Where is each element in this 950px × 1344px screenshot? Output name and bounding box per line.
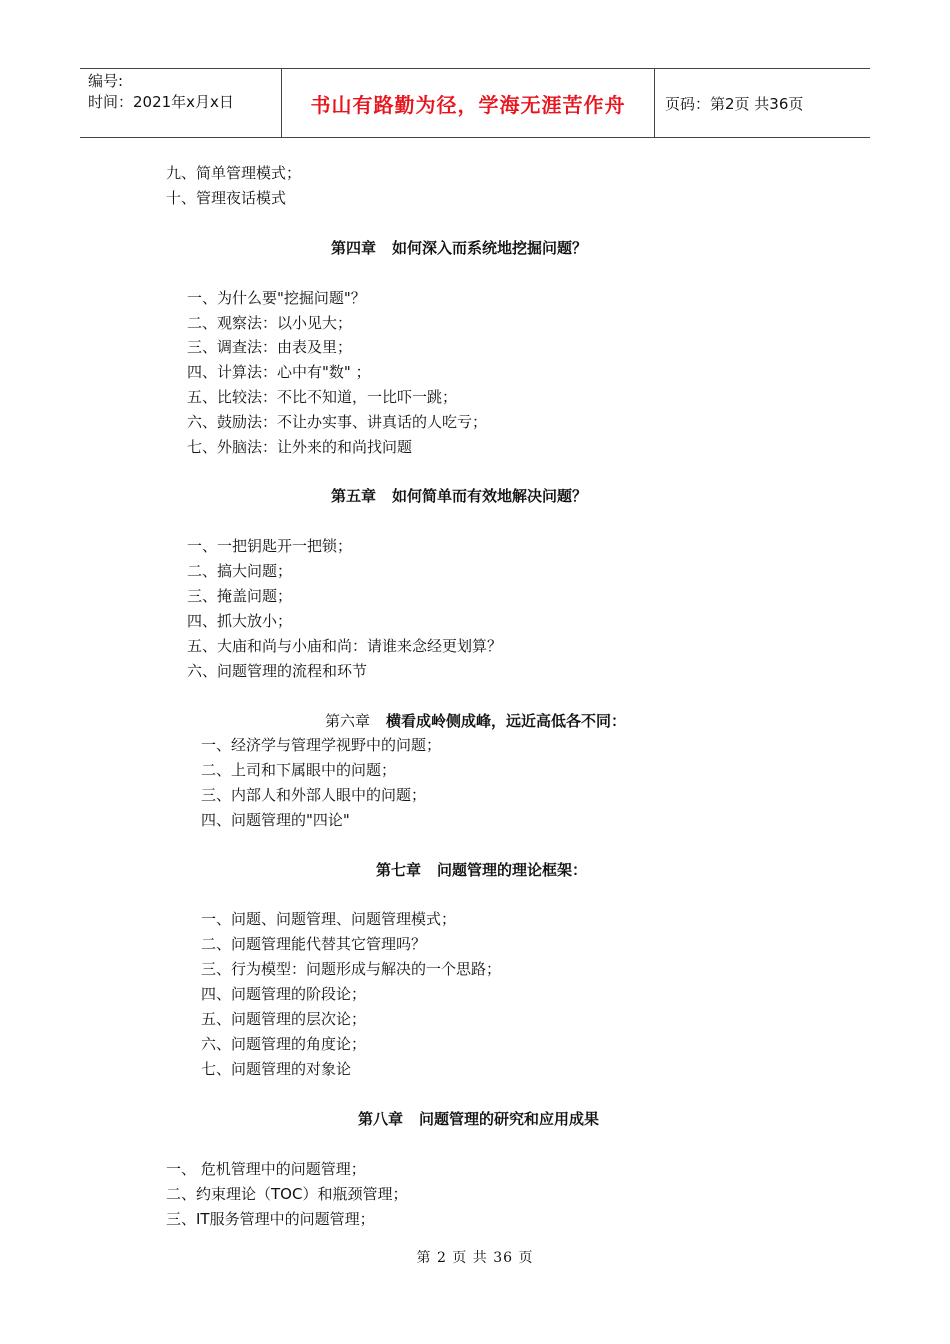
list-item: 五、大庙和尚与小庙和尚：请谁来念经更划算？	[187, 637, 503, 655]
list-item: 六、鼓励法：不让办实事、讲真话的人吃亏；	[187, 413, 488, 431]
list-item: 五、比较法：不比不知道，一比吓一跳；	[187, 388, 458, 406]
chapter-title: 问题管理的研究和应用成果	[419, 1110, 600, 1128]
list-item: 四、问题管理的阶段论；	[201, 985, 367, 1003]
chapter-number: 第八章	[358, 1110, 404, 1128]
list-item: 四、计算法：心中有"数" ；	[187, 363, 371, 381]
chapter-heading-6	[325, 710, 626, 731]
list-item: 二、上司和下属眼中的问题；	[201, 761, 397, 779]
header-meta	[80, 69, 282, 137]
chapter-heading-7	[376, 859, 587, 880]
chapter-title: 如何深入而系统地挖掘问题？	[392, 239, 588, 257]
list-item: 三、掩盖问题；	[187, 587, 293, 605]
list-item: 一、一把钥匙开一把锁；	[187, 537, 353, 555]
list-item: 四、问题管理的"四论"	[201, 811, 350, 829]
chapter-heading-8	[358, 1108, 599, 1129]
list-item: 二、观察法：以小见大；	[187, 314, 353, 332]
list-item: 一、为什么要"挖掘问题"？	[187, 289, 366, 307]
number-label: 编号:	[88, 72, 124, 90]
chapter-title: 问题管理的理论框架：	[437, 861, 588, 879]
chapter-heading-5	[331, 485, 587, 506]
list-item: 三、调查法：由表及里；	[187, 338, 353, 356]
list-item: 九、简单管理模式；	[166, 164, 302, 182]
chapter-number: 第四章	[331, 239, 377, 257]
list-item: 十、管理夜话模式	[166, 189, 287, 207]
list-item: 四、抓大放小；	[187, 612, 293, 630]
list-item: 一、问题、问题管理、问题管理模式；	[201, 910, 457, 928]
list-item: 一、经济学与管理学视野中的问题；	[201, 736, 442, 754]
chapter-number: 第五章	[331, 487, 377, 505]
chapter-number: 第七章	[376, 861, 422, 879]
chapter-title: 横看成岭侧成峰，远近高低各不同：	[386, 712, 627, 730]
page-header	[80, 68, 870, 138]
page-footer: 第 2 页 共 36 页	[416, 1250, 534, 1266]
list-item: 六、问题管理的流程和环节	[187, 662, 368, 680]
list-item: 二、问题管理能代替其它管理吗？	[201, 935, 427, 953]
list-item: 六、问题管理的角度论；	[201, 1035, 367, 1053]
list-item: 七、问题管理的对象论	[201, 1060, 352, 1078]
chapter-number: 第六章	[325, 712, 371, 730]
header-page-info: 页码：第2页 共36页	[665, 94, 804, 113]
list-item: 二、搞大问题；	[187, 562, 293, 580]
list-item: 七、外脑法：让外来的和尚找问题	[187, 438, 413, 456]
list-item: 五、问题管理的层次论；	[201, 1010, 367, 1028]
list-item: 三、内部人和外部人眼中的问题；	[201, 786, 427, 804]
list-item: 一、 危机管理中的问题管理；	[166, 1160, 366, 1178]
chapter-title: 如何简单而有效地解决问题？	[392, 487, 588, 505]
list-item: 三、行为模型：问题形成与解决的一个思路；	[201, 960, 502, 978]
list-item: 二、约束理论（TOC）和瓶颈管理；	[166, 1185, 408, 1203]
list-item: 三、IT服务管理中的问题管理；	[166, 1210, 375, 1228]
time-label: 时间：2021年x月x日	[88, 93, 234, 111]
chapter-heading-4	[331, 237, 587, 258]
header-motto: 书山有路勤为径，学海无涯苦作舟	[282, 69, 655, 137]
